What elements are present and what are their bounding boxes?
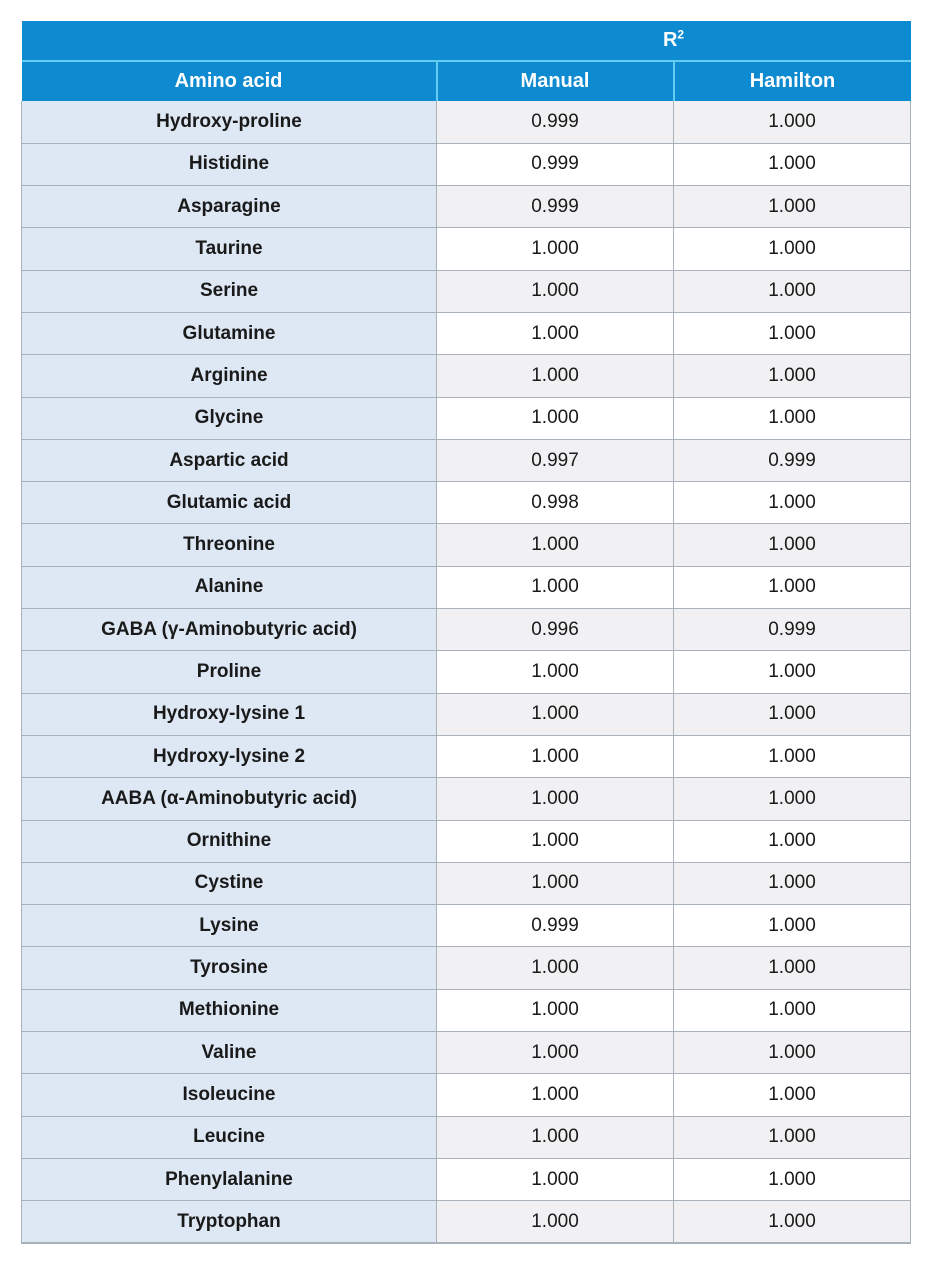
cell-manual-r2: 1.000 (437, 312, 674, 354)
column-header-hamilton[interactable]: Hamilton (674, 61, 911, 101)
r2-results-table (21, 21, 911, 1244)
table-row (22, 439, 911, 481)
cell-amino-acid: Hydroxy-lysine 2 (22, 735, 437, 777)
table-row (22, 1032, 911, 1074)
cell-manual-r2: 1.000 (437, 778, 674, 820)
cell-manual-r2: 0.999 (437, 143, 674, 185)
cell-manual-r2: 0.998 (437, 482, 674, 524)
r2-label: R (662, 29, 678, 51)
cell-amino-acid: Histidine (22, 143, 437, 185)
cell-manual-r2: 1.000 (437, 524, 674, 566)
cell-amino-acid: Phenylalanine (22, 1158, 437, 1200)
table-row (22, 693, 911, 735)
cell-hamilton-r2: 1.000 (674, 862, 911, 904)
cell-hamilton-r2: 1.000 (674, 524, 911, 566)
cell-manual-r2: 1.000 (437, 735, 674, 777)
cell-hamilton-r2: 1.000 (674, 397, 911, 439)
cell-manual-r2: 1.000 (437, 693, 674, 735)
table-row (22, 1074, 911, 1116)
cell-amino-acid: Hydroxy-lysine 1 (22, 693, 437, 735)
cell-amino-acid: Isoleucine (22, 1074, 437, 1116)
cell-amino-acid: Proline (22, 651, 437, 693)
cell-amino-acid: Valine (22, 1032, 437, 1074)
cell-hamilton-r2: 1.000 (674, 1074, 911, 1116)
table-row (22, 482, 911, 524)
table-row (22, 820, 911, 862)
table-row (22, 101, 911, 143)
table-row (22, 143, 911, 185)
cell-manual-r2: 1.000 (437, 947, 674, 989)
cell-hamilton-r2: 1.000 (674, 820, 911, 862)
cell-hamilton-r2: 1.000 (674, 778, 911, 820)
cell-hamilton-r2: 1.000 (674, 186, 911, 228)
column-header-manual[interactable]: Manual (437, 61, 674, 101)
cell-manual-r2: 0.997 (437, 439, 674, 481)
table-row (22, 270, 911, 312)
table-header-columns-row (22, 61, 911, 101)
table-row (22, 1158, 911, 1200)
cell-amino-acid: Glutamic acid (22, 482, 437, 524)
cell-hamilton-r2: 1.000 (674, 312, 911, 354)
cell-amino-acid: Threonine (22, 524, 437, 566)
cell-manual-r2: 0.996 (437, 609, 674, 651)
cell-hamilton-r2: 1.000 (674, 1032, 911, 1074)
table-row (22, 566, 911, 608)
cell-hamilton-r2: 1.000 (674, 143, 911, 185)
table-row (22, 524, 911, 566)
cell-amino-acid: Arginine (22, 355, 437, 397)
cell-amino-acid: Glutamine (22, 312, 437, 354)
table-row (22, 228, 911, 270)
cell-hamilton-r2: 1.000 (674, 1201, 911, 1243)
header-group-spacer (22, 21, 437, 61)
cell-manual-r2: 1.000 (437, 862, 674, 904)
cell-amino-acid: Cystine (22, 862, 437, 904)
cell-amino-acid: Taurine (22, 228, 437, 270)
cell-amino-acid: AABA (α-Aminobutyric acid) (22, 778, 437, 820)
cell-hamilton-r2: 1.000 (674, 735, 911, 777)
cell-hamilton-r2: 1.000 (674, 270, 911, 312)
table-row (22, 905, 911, 947)
cell-amino-acid: Lysine (22, 905, 437, 947)
cell-hamilton-r2: 1.000 (674, 693, 911, 735)
cell-manual-r2: 1.000 (437, 1158, 674, 1200)
cell-manual-r2: 1.000 (437, 651, 674, 693)
cell-hamilton-r2: 1.000 (674, 1158, 911, 1200)
cell-amino-acid: Leucine (22, 1116, 437, 1158)
cell-manual-r2: 1.000 (437, 355, 674, 397)
cell-amino-acid: Asparagine (22, 186, 437, 228)
cell-amino-acid: Alanine (22, 566, 437, 608)
cell-hamilton-r2: 1.000 (674, 482, 911, 524)
table-row (22, 1201, 911, 1243)
cell-manual-r2: 1.000 (437, 1032, 674, 1074)
cell-manual-r2: 1.000 (437, 566, 674, 608)
cell-hamilton-r2: 1.000 (674, 1116, 911, 1158)
cell-manual-r2: 1.000 (437, 1201, 674, 1243)
cell-amino-acid: Tryptophan (22, 1201, 437, 1243)
cell-hamilton-r2: 1.000 (674, 905, 911, 947)
table-header-group-row (22, 21, 911, 61)
cell-hamilton-r2: 1.000 (674, 947, 911, 989)
cell-manual-r2: 1.000 (437, 270, 674, 312)
header-group-r2 (437, 21, 911, 61)
cell-hamilton-r2: 0.999 (674, 439, 911, 481)
cell-amino-acid: Tyrosine (22, 947, 437, 989)
table-row (22, 989, 911, 1031)
cell-amino-acid: GABA (γ-Aminobutyric acid) (22, 609, 437, 651)
cell-hamilton-r2: 1.000 (674, 355, 911, 397)
table-body (22, 101, 911, 1243)
cell-manual-r2: 1.000 (437, 397, 674, 439)
cell-hamilton-r2: 1.000 (674, 566, 911, 608)
cell-amino-acid: Aspartic acid (22, 439, 437, 481)
cell-manual-r2: 1.000 (437, 1074, 674, 1116)
cell-hamilton-r2: 0.999 (674, 609, 911, 651)
cell-amino-acid: Serine (22, 270, 437, 312)
table-header (22, 21, 911, 101)
cell-amino-acid: Methionine (22, 989, 437, 1031)
table-row (22, 1116, 911, 1158)
table-row (22, 778, 911, 820)
cell-manual-r2: 1.000 (437, 820, 674, 862)
table-row (22, 735, 911, 777)
cell-hamilton-r2: 1.000 (674, 101, 911, 143)
cell-amino-acid: Hydroxy-proline (22, 101, 437, 143)
cell-amino-acid: Glycine (22, 397, 437, 439)
cell-hamilton-r2: 1.000 (674, 228, 911, 270)
cell-hamilton-r2: 1.000 (674, 989, 911, 1031)
table-row (22, 397, 911, 439)
table-row (22, 862, 911, 904)
cell-manual-r2: 0.999 (437, 186, 674, 228)
r2-superscript: 2 (677, 27, 685, 42)
table-row (22, 312, 911, 354)
table-row (22, 947, 911, 989)
cell-manual-r2: 1.000 (437, 228, 674, 270)
table-row (22, 651, 911, 693)
cell-manual-r2: 0.999 (437, 905, 674, 947)
cell-amino-acid: Ornithine (22, 820, 437, 862)
table-row (22, 186, 911, 228)
table-row (22, 355, 911, 397)
cell-manual-r2: 0.999 (437, 101, 674, 143)
cell-hamilton-r2: 1.000 (674, 651, 911, 693)
cell-manual-r2: 1.000 (437, 989, 674, 1031)
table-row (22, 609, 911, 651)
column-header-amino-acid[interactable]: Amino acid (22, 61, 437, 101)
cell-manual-r2: 1.000 (437, 1116, 674, 1158)
